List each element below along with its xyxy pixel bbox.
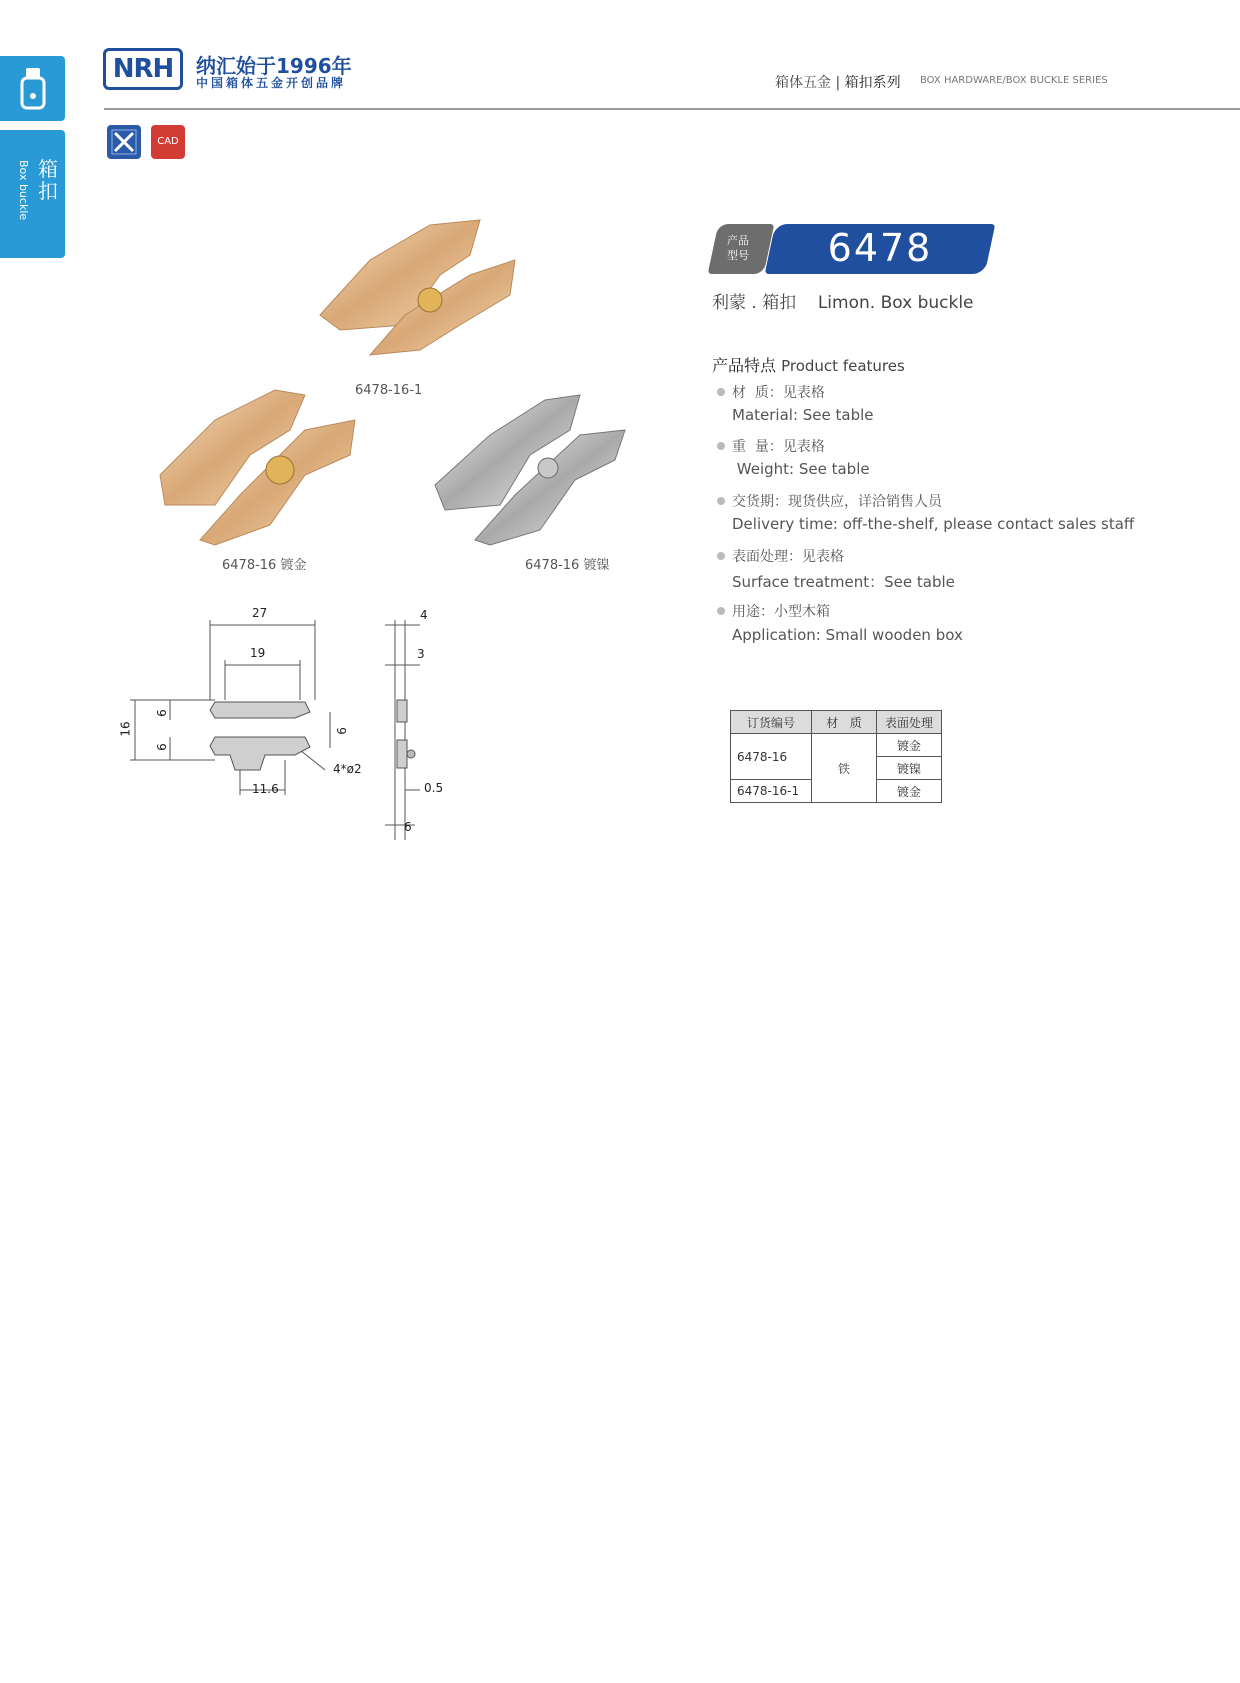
brand-since: 始于1996年: [236, 54, 352, 78]
dimension-drawing: [115, 600, 455, 840]
cad-icon[interactable]: CAD: [151, 125, 185, 159]
photo-label-3: 6478-16 镀镍: [525, 558, 610, 573]
dim-holes: 4*ø2: [333, 762, 362, 776]
table-cell-finish-3: 镀金: [877, 780, 942, 803]
feature-cn-weight: 重 量：见表格: [732, 439, 825, 455]
side-tab-cn: 箱扣: [38, 157, 58, 203]
photo-label-1: 6478-16-1: [355, 383, 423, 398]
spec-table: [730, 710, 942, 803]
feature-en-delivery: Delivery time: off-the-shelf, please contact sales staff: [732, 515, 1135, 533]
feature-cn-application: 用途：小型木箱: [732, 604, 830, 620]
bullet-icon: [717, 607, 725, 615]
feature-en-weight: Weight: See table: [732, 460, 870, 478]
feature-cn-material: 材 质：见表格: [732, 385, 825, 401]
feature-cn-delivery: 交货期：现货供应，详洽销售人员: [732, 494, 942, 510]
dim-11-6: 11.6: [252, 782, 279, 796]
dim-3: 3: [417, 647, 425, 661]
dim-6b: 6: [154, 743, 169, 751]
product-photo-nickel: [430, 390, 630, 550]
model-number: 6478: [827, 226, 933, 270]
brand-sub: 中国箱体五金开创品牌: [196, 76, 347, 90]
bullet-icon: [717, 388, 725, 396]
dim-4: 4: [420, 608, 428, 622]
feature-en-material: Material: See table: [732, 406, 874, 424]
features-title-cn: 产品特点: [712, 356, 777, 375]
table-cell-code-2: 6478-16-1: [731, 780, 812, 803]
table-cell-finish-1: 镀金: [877, 734, 942, 757]
table-cell-code-1: 6478-16: [731, 734, 812, 780]
dim-6c: 6: [404, 820, 412, 834]
feature-en-application: Application: Small wooden box: [732, 626, 963, 644]
brand-cn: 纳汇: [196, 54, 236, 78]
table-cell-finish-2: 镀镍: [877, 757, 942, 780]
bullet-icon: [717, 442, 725, 450]
side-tab-box-buckle[interactable]: [0, 130, 65, 258]
product-subtitle: 利蒙 . 箱扣 Limon. Box buckle: [712, 293, 974, 313]
model-badge-label: 产品型号: [727, 234, 749, 262]
side-tab-icon-block: [0, 56, 65, 121]
dim-6a: 6: [154, 709, 169, 717]
bullet-icon: [717, 497, 725, 505]
dim-0-5: 0.5: [424, 781, 444, 795]
dim-19: 19: [250, 646, 266, 660]
features-title-en: Product features: [781, 357, 905, 375]
photo-label-2: 6478-16 镀金: [222, 558, 307, 573]
features-title: [712, 353, 905, 376]
feature-cn-surface: 表面处理：见表格: [732, 549, 844, 565]
category-cn-b: 箱扣系列: [844, 75, 901, 91]
dim-16: 16: [118, 721, 133, 737]
category-cn-a: 箱体五金: [775, 75, 831, 91]
table-header-finish: 表面处理: [877, 711, 942, 734]
category-cn: 箱体五金 | 箱扣系列: [775, 75, 901, 91]
side-tab-en: Box buckle: [17, 160, 30, 221]
bullet-icon: [717, 552, 725, 560]
tools-icon[interactable]: [107, 125, 141, 159]
dim-9: 9: [333, 727, 348, 735]
dim-27: 27: [252, 606, 268, 620]
feature-en-surface: Surface treatment：See table: [732, 573, 955, 591]
buckle-icon: [0, 56, 65, 121]
table-header-material: 材 质: [812, 711, 877, 734]
header-divider: [104, 108, 1240, 110]
table-cell-material: 铁: [812, 734, 877, 803]
category-en: BOX HARDWARE/BOX BUCKLE SERIES: [920, 75, 1108, 86]
product-photo-6478-16-1: [310, 215, 530, 365]
nrh-logo: NRH: [103, 48, 183, 90]
product-photo-gold: [155, 385, 365, 550]
table-header-code: 订货编号: [731, 711, 812, 734]
